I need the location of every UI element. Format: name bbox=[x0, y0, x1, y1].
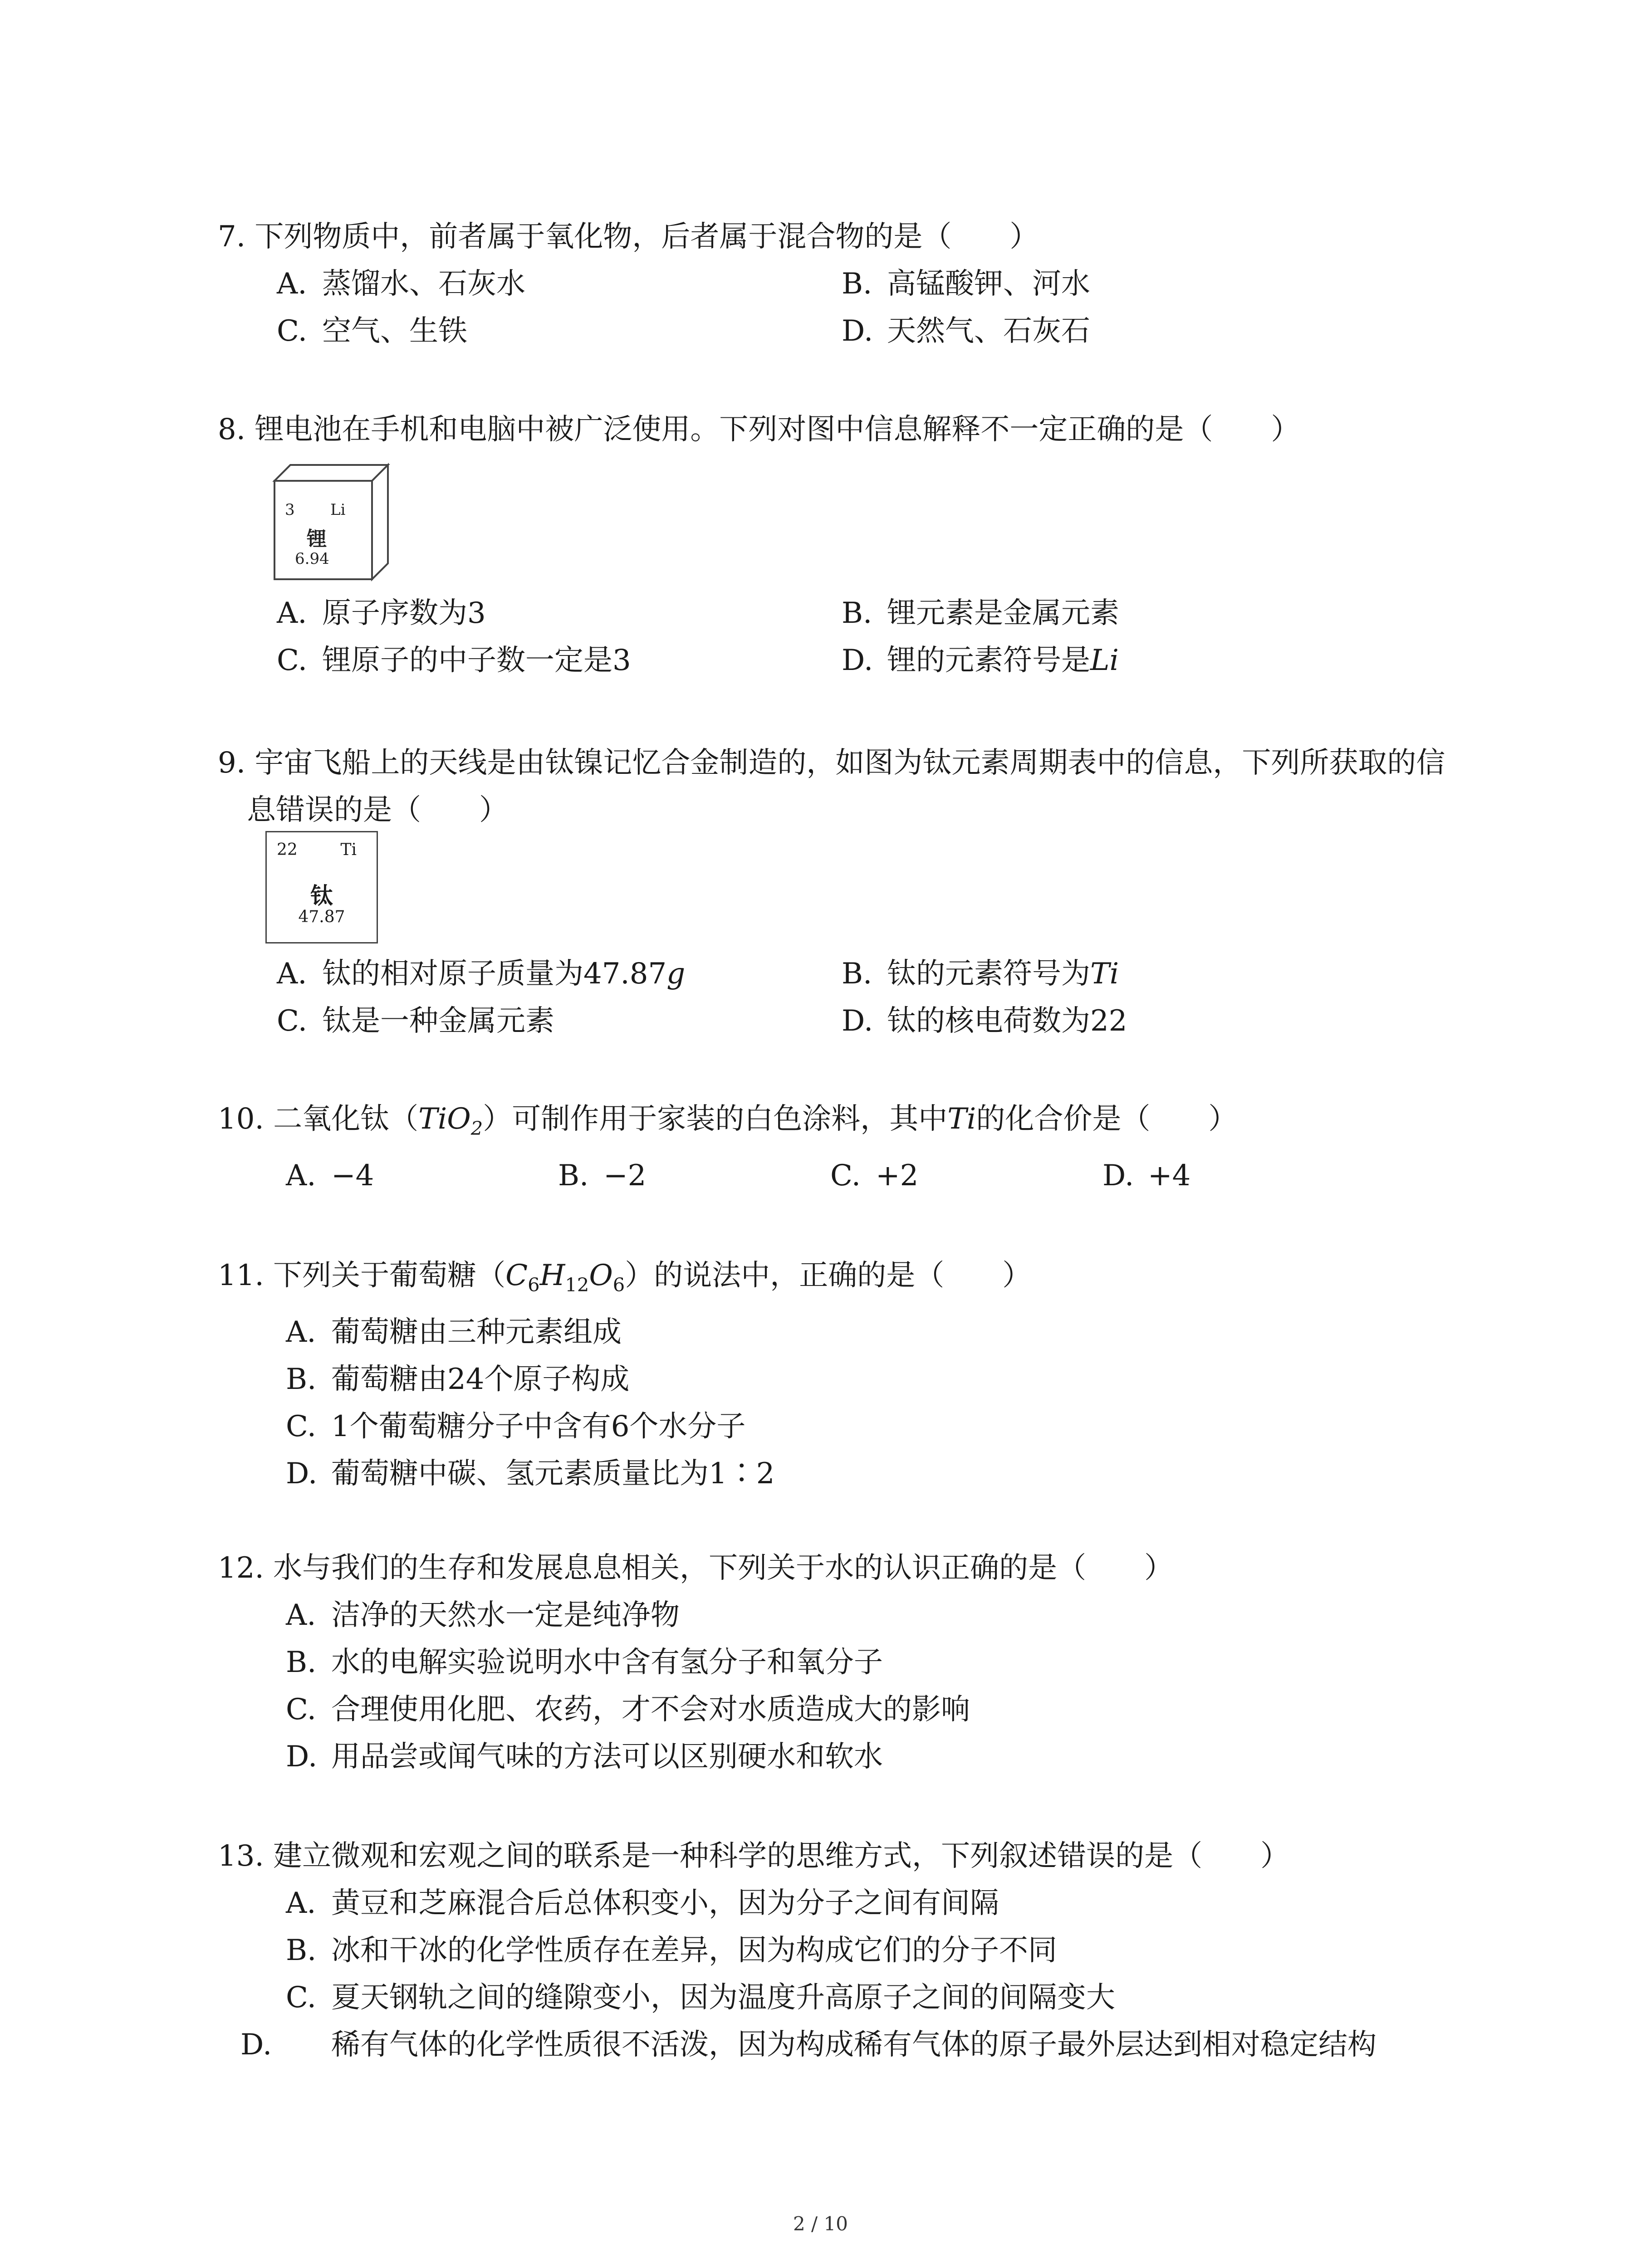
element-name: 钛 bbox=[310, 882, 333, 909]
option-b: B. 冰和干冰的化学性质存在差异，因为构成它们的分子不同 bbox=[286, 1934, 1057, 1967]
question-stem: 11. 下列关于葡萄糖$(C_6H_{12}O_6)$的说法中，正确的是（ ） bbox=[218, 1259, 1032, 1296]
option-a: A. 黄豆和芝麻混合后总体积变小，因为分子之间有间隔 bbox=[286, 1887, 999, 1920]
option-d: D. 天然气、石灰石 bbox=[842, 314, 1090, 348]
option-d: D. 葡萄糖中碳、氢元素质量比为1∶2 bbox=[286, 1457, 775, 1491]
question-9-options bbox=[218, 950, 1443, 1045]
lithium-element-card bbox=[272, 463, 390, 582]
question-9 bbox=[218, 739, 1443, 834]
question-12 bbox=[218, 1545, 1443, 1780]
option-c: C. 钛是一种金属元素 bbox=[277, 1004, 554, 1038]
option-d: D. 稀有气体的化学性质很不活泼，因为构成稀有气体的原子最外层达到相对稳定结构 bbox=[240, 2028, 1376, 2062]
cube-outline bbox=[272, 463, 390, 582]
option-d: D. 锂的元素符号是Li bbox=[842, 644, 1119, 677]
option-b: B. −2 bbox=[558, 1158, 647, 1193]
atomic-mass: 6.94 bbox=[295, 550, 329, 568]
option-b: B. 葡萄糖由24个原子构成 bbox=[286, 1362, 630, 1396]
question-8-options bbox=[218, 590, 1443, 684]
formula: TiO bbox=[418, 1102, 471, 1136]
question-stem: 8. 锂电池在手机和电脑中被广泛使用。下列对图中信息解释不一定正确的是（ ） bbox=[218, 413, 1300, 446]
question-8 bbox=[218, 406, 1443, 453]
option-a: A. 原子序数为3 bbox=[277, 596, 486, 630]
element-name: 锂 bbox=[307, 528, 327, 551]
question-stem: 7. 下列物质中，前者属于氧化物，后者属于混合物的是（ ） bbox=[218, 220, 1039, 254]
question-7 bbox=[218, 213, 1443, 355]
question-13 bbox=[218, 1833, 1443, 2068]
titanium-element-card bbox=[265, 831, 378, 943]
option-c: C. 合理使用化肥、农药，才不会对水质造成大的影响 bbox=[286, 1693, 970, 1726]
option-c: C. +2 bbox=[830, 1158, 919, 1193]
option-c: C. 1个葡萄糖分子中含有6个水分子 bbox=[286, 1409, 746, 1443]
option-a: A. −4 bbox=[286, 1158, 374, 1193]
page-number: 2 / 10 bbox=[793, 2213, 848, 2235]
question-stem: 12. 水与我们的生存和发展息息相关，下列关于水的认识正确的是（ ） bbox=[218, 1551, 1174, 1585]
question-stem: 13. 建立微观和宏观之间的联系是一种科学的思维方式，下列叙述错误的是（ ） bbox=[218, 1839, 1290, 1873]
atomic-number: 3 bbox=[285, 501, 295, 519]
atomic-number: 22 bbox=[277, 841, 298, 859]
element-symbol: Ti bbox=[340, 841, 357, 859]
option-a: A. 蒸馏水、石灰水 bbox=[277, 267, 525, 301]
option-a: A. 洁净的天然水一定是纯净物 bbox=[286, 1598, 680, 1632]
option-a: A. 葡萄糖由三种元素组成 bbox=[286, 1315, 622, 1349]
option-b: B. 锂元素是金属元素 bbox=[842, 596, 1119, 630]
option-c: C. 空气、生铁 bbox=[277, 314, 467, 348]
option-d: D. 钛的核电荷数为22 bbox=[842, 1004, 1127, 1038]
option-d: D. 用品尝或闻气味的方法可以区别硬水和软水 bbox=[286, 1740, 883, 1774]
option-d: D. +4 bbox=[1102, 1158, 1191, 1193]
element-symbol: Li bbox=[330, 501, 346, 519]
atomic-mass: 47.87 bbox=[298, 908, 345, 926]
question-11 bbox=[218, 1252, 1443, 1497]
question-stem: 9. 宇宙飞船上的天线是由钛镍记忆合金制造的，如图为钛元素周期表中的信息，下列所获取的信息错误的是（ ） bbox=[218, 746, 1445, 827]
question-stem: 10. 二氧化钛（TiO$_2$）可制作用于家装的白色涂料，其中Ti的化合价是（ ） bbox=[218, 1102, 1238, 1139]
option-b: B. 钛的元素符号为Ti bbox=[842, 957, 1119, 991]
option-c: C. 锂原子的中子数一定是3 bbox=[277, 644, 631, 677]
option-b: B. 水的电解实验说明水中含有氢分子和氧分子 bbox=[286, 1646, 883, 1679]
option-c: C. 夏天钢轨之间的缝隙变小，因为温度升高原子之间的间隔变大 bbox=[286, 1981, 1115, 2014]
option-b: B. 高锰酸钾、河水 bbox=[842, 267, 1090, 301]
option-a: A. 钛的相对原子质量为47.87g bbox=[277, 957, 686, 991]
question-10 bbox=[218, 1095, 1443, 1199]
